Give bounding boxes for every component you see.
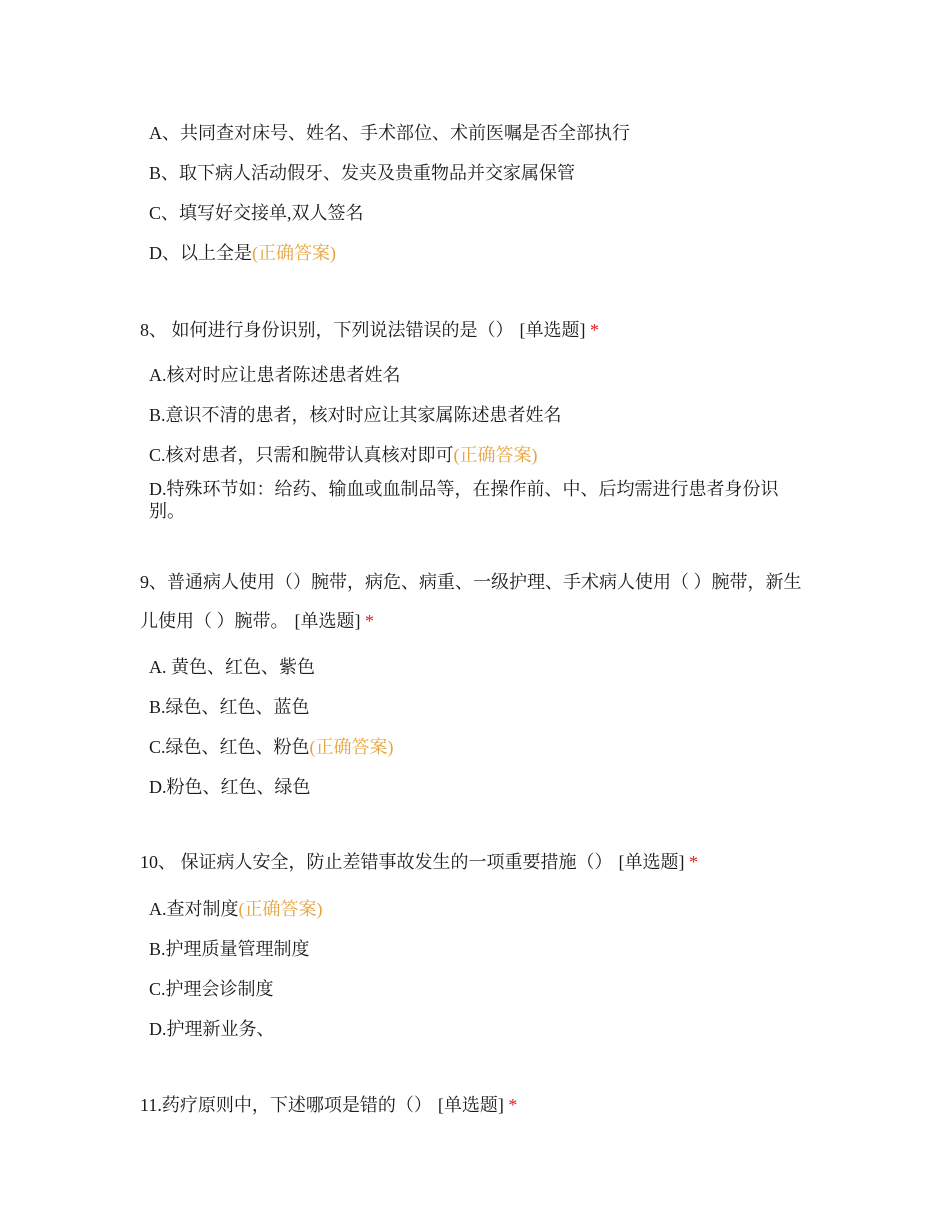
option-a[interactable]: A. 黄色、红色、紫色 <box>149 657 315 677</box>
question-type: [单选题] <box>294 611 361 631</box>
question-type: [单选题] <box>618 852 685 872</box>
question-stem: 11.药疗原则中，下述哪项是错的（） [单选题] * <box>140 1095 518 1115</box>
option-a[interactable]: A.核对时应让患者陈述患者姓名 <box>149 365 401 385</box>
option-b[interactable]: B、取下病人活动假牙、发夹及贵重物品并交家属保管 <box>149 163 576 183</box>
question-stem: 9、普通病人使用（）腕带，病危、病重、一级护理、手术病人使用（ ）腕带，新生儿使用（ ）腕带。 [单选题] * <box>140 572 802 631</box>
option-b[interactable]: B.绿色、红色、蓝色 <box>149 697 310 717</box>
required-mark: * <box>590 320 599 340</box>
option-a[interactable]: A、共同查对床号、姓名、手术部位、术前医嘱是否全部执行 <box>149 123 630 143</box>
option-a[interactable]: A.查对制度(正确答案) <box>149 899 323 919</box>
required-mark: * <box>365 611 374 631</box>
option-d[interactable]: D.粉色、红色、绿色 <box>149 777 311 797</box>
question-stem: 8、 如何进行身份识别，下列说法错误的是（） [单选题] * <box>140 320 599 340</box>
option-b[interactable]: B.护理质量管理制度 <box>149 939 310 959</box>
option-d[interactable]: D.特殊环节如：给药、输血或血制品等，在操作前、中、后均需进行患者身份识别。 <box>149 479 779 521</box>
required-mark: * <box>508 1095 518 1115</box>
question-type: [单选题] <box>519 320 586 340</box>
option-d[interactable]: D.护理新业务、 <box>149 1019 275 1039</box>
option-c[interactable]: C.护理会诊制度 <box>149 979 274 999</box>
option-c[interactable]: C.绿色、红色、粉色(正确答案) <box>149 737 394 757</box>
option-c[interactable]: C、填写好交接单,双人签名 <box>149 203 364 223</box>
correct-answer-mark: (正确答案) <box>309 737 394 757</box>
question-stem: 10、 保证病人安全，防止差错事故发生的一项重要措施（） [单选题] * <box>140 852 698 872</box>
option-c[interactable]: C.核对患者，只需和腕带认真核对即可(正确答案) <box>149 445 538 465</box>
option-b[interactable]: B.意识不清的患者，核对时应让其家属陈述患者姓名 <box>149 405 562 425</box>
required-mark: * <box>689 852 698 872</box>
correct-answer-mark: (正确答案) <box>453 445 538 465</box>
question-type: [单选题] <box>437 1095 504 1115</box>
correct-answer-mark: (正确答案) <box>252 243 336 263</box>
correct-answer-mark: (正确答案) <box>238 899 323 919</box>
option-d[interactable]: D、以上全是(正确答案) <box>149 243 336 263</box>
